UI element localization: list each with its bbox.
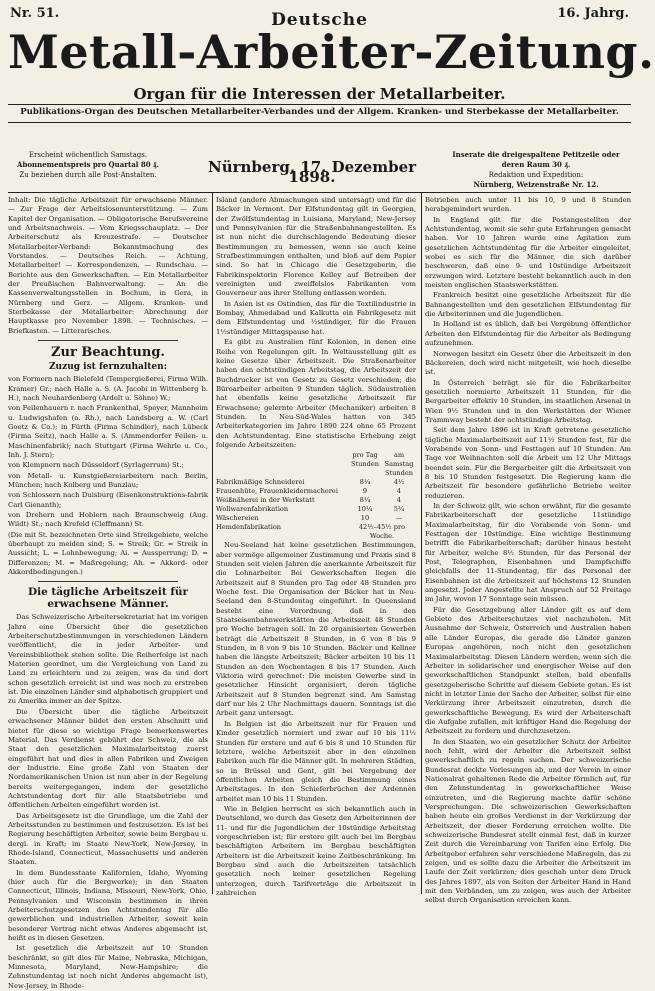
dateline: Nürnberg, 17. Dezember 1898.: [207, 158, 417, 186]
organ-line: Publikations-Organ des Deutschen Metallarbeiter-Verbandes und der Allgem. Kranken- und Sterbekasse der Metallarbeiter.: [20, 107, 619, 117]
table-cell: Weißnäherei in der Werkstatt: [216, 496, 315, 505]
volume-year: 16. Jahrg.: [557, 6, 629, 21]
article-paragraph: Island (andere Abmachungen sind untersagt) und für die Bäcker in Vermont. Der Elfstundentag gilt in Georgien, der Zwölfstundentag in Luisiana, Maryland, New-Jersey und Pennsylvanien für die Straßenbahnangestellten. Es ist nun nicht die durchschlagende Bedeutung dieser Bestimmungen zu bemessen, wenn sie auch keine Strafbestimmungen enthalten, und bloß auf dem Papier sind. So hat in Chicago die Gesetzgeberin, die Fabrikinspektorin Florence Kelley auf Betreiben der vereinigten und zweiffelslos Fabrikanten vom Gouverneur aus ihrer Stellung entlassen worden.: [216, 196, 416, 298]
info-line: Erscheint wöchentlich Samstags.: [28, 151, 148, 159]
article-paragraph: Wie in Belgien herrscht es sich bekanntlich auch in Deutschland, wo durch das Gesetz den Arbeiterinnen der 11- und für die Jugendlichen der 10stündige Arbeitstag vorgeschrieben ist; für erstere gilt auch bei im Bergbau beschäftigten Arbeitern im Bergbau beschäftigten Arbeitern ist die Arbeitszeit keine Zeitbeschränkung. Im Bergbau sind auch die Arbeitszeiten tatsächlich gesetzlich noch keiner gesetzlichen Regelung unterzogen, durch Tarifverträge die Arbeitszeit in zahlreichen: [216, 804, 416, 897]
notice-item: von Metall- u. Kunstgießereiarbeitern nach Berlin, München; nach Kolberg und Bunzlau;: [8, 471, 208, 489]
tagline: Organ für die Interessen der Metallarbeiter.: [133, 85, 506, 103]
divider: [8, 192, 631, 193]
article-paragraph: In der Schweiz gilt, wie schon erwähnt, für die gesamte Fabrikarbeiterschaft der gesetzliche 11stündige Maximalarbeitstag, für die Vorabende von Sonn- und Festtagen der 10stündige. Eine wichtige Bestimmung betrifft die Fabrikarbeiterschaft; darüber hinaus besteht für Arbeiter, welche 8½ Stunden, für das Personal der Post, Telegraphen, Eisenbahnen und Dampfschiffe gleichfalls der 11-Stundentag, für das Personal der Eisenbahnen ist die Arbeitszeit auf höchstens 12 Stunden angesetzt. Jeder Angestellte hat Anspruch auf 52 Freitage im Jahr, wovon 17 Sonntage sein müssen.: [425, 502, 631, 604]
table-cell: 8¼: [359, 478, 371, 487]
subscription-info: [8, 150, 168, 180]
advert-info: [440, 150, 632, 190]
notice-item: von Klempnern nach Düsseldorf (Syrlagerrum) St.;: [8, 461, 184, 470]
contents: Inhalt: Die tägliche Arbeitszeit für erwachsene Männer. — Zur Frage der Arbeitslosenunterstützung. — Zum Kapitel der Organisation. — Obligatorische Berufsvereine und Arbeitsnachweis. — Vom Kriegsschauplatz. — Der Arbeiterschutz als Kreuzestrafe. — Deutscher Metallarbeiter-Verband: Bekanntmachung des Vorstandes. — Deutsches Reich. — Achtung, Metallarbeiter! — Korrespondenzen. — Rundschau. — Berichte aus den Gewerkschaften. — Ein Metallarbeiter der Preußischen Bahnverwaltung. — An die Kassenverwaltungsstellen in Bochum, in Gera, in Nürnberg und Gerz. — Allgem. Kranken- und Sterbekasse der Metallarbeiter: Abrechnung der Hauptkasse pro November 1898. — Technisches. — Briefkasten. — Litterarisches.: [8, 196, 208, 335]
article-paragraph: Frankreich besitzt eine gesetzliche Arbeitszeit für die Bahnangestellten und den gesetzlichen Elfstundentag für die Arbeiterinnen und die Jugendlichen.: [425, 291, 631, 319]
notice-subheading: Zuzug ist fernzuhalten:: [48, 362, 168, 373]
table-row: [216, 523, 416, 541]
table-cell: Wäschereien: [216, 514, 259, 523]
info-line: Nürnberg, Weizenstraße Nr. 12.: [473, 180, 599, 189]
article-paragraph: In Österreich beträgt sie für die Fabrikarbeiter gesetzlich normierte Arbeitszeit 11 Stunden, für die Bergarbeiter effektiv 10 Stunden, im staatlichen Arsenal in Wien 9½ Stunden und in den Werkstätten der Wiener Trammway besteht der achtstündige Arbeitstag.: [425, 378, 631, 424]
column-rule: [212, 192, 213, 894]
notice-heading: Zur Beachtung.: [51, 345, 165, 361]
table-row: [216, 514, 416, 523]
article-paragraph: Das Arbeitsgesetz ist die Grundlage, um die Zahl der Arbeitsstunden zu bestimmen und festzusetzen. Es ist bei Regierung beschäftigten Arbeiter, sowie beim Bergbau u. dergl. in Kraft; im Staate New-York, New-Jersey, in Rhode-Island, Connecticut, Massachusetts und anderen Staaten.: [8, 811, 208, 867]
table-cell: —: [395, 514, 403, 523]
table-header-cell: [216, 451, 348, 478]
table-cell: Frauenhüte, Frauenkleidermacherei: [216, 487, 338, 496]
newspaper-title: Metall-Arbeiter-Zeitung.: [8, 25, 655, 79]
info-line: Redaktion und Expedition:: [488, 171, 584, 179]
article-paragraph: In den Staaten, wo ein gesetzlicher Schutz der Arbeiter noch fehlt, wird der Arbeiter die Arbeitszeit selbst gewerkschaftlich zu regeln suchen. Der schweizerische Bundesrat deckte Vorlesungen ab, und der Verein in einer Nationalrat gehaltenen Rede die Arbeiter förmlich auf, für den Zehnstundentag in gewerkschaftlicher Weise einzutreten, und die Regierung machte dafür schöne Versprechungen. Die schweizerischen Gewerkschaften haben heute ein großes Verdienst in der Verkürzung der Arbeitszeit, der dieser Forderung erreichen wollte. Die schweizerische Bundesrat stellt einmal fest, daß in kurzer Zeit durch die Vereinbarung von Tarifen eine Erfolg. Die Arbeitgeber erfahren sehr verschiedene Maßregeln, das zu zeigen, und es sollte dazu die Arbeiter die Arbeitszeit im Laufe der Zeit verkürzen; dies geschah unter dem Druck des Jahres 1897, als von Seiten der Arbeiter Hand in Hand mit den Verbänden, um zu zeigen, was auch der Arbeiter selbst durch Organisation erreichen kann.: [425, 737, 631, 905]
notice-item: von Drehern und Hoblern nach Braunschweig (Aug. Wildt) St.; nach Krefeld (Cleffmann) St.: [8, 510, 208, 529]
table-cell: 42½–45½ pro Woche.: [358, 523, 406, 541]
table-header-cell: am Samstag Stunden: [384, 451, 414, 478]
table-cell: 4: [396, 496, 402, 505]
table-header-cell: pro Tag Stunden: [350, 451, 380, 469]
article-paragraph: Das Schweizerische Arbeitersekretariat hat im vorigen Jahre eine Übersicht über die gesetzlichen Arbeiterschutzbestimmungen in verschiedenen Ländern veröffentlicht, die in jeder Arbeiter- und Vereinsbibliothek stehen sollte. Die Reiherfolge ist nach Materien geordnet, um die Vergleichung von Land zu Land zu erleichtern und zu zeigen, was da und dort schon gesetzlich erreicht ist und was noch zu erstreben ist. Die einzelnen Länder sind alphabetisch gruppiert und zu Amerika immer an der Spitze.: [8, 613, 208, 706]
article-paragraph: In dem Bundesstaate Kalifornien, Idaho, Wyoming (hier auch für die Bergwerke); in den Staaten Connecticut, Illinois, Indiana, Missouri, New-York, Ohio, Pennsylvanien und Wisconsin bestimmen in ihren Arbeiterschutzgesetzen den Achtstundentag für alle gewerblichen und industriellen Arbeiter, soweit kein besonderer Vertrag nicht etwas Anderes abgemacht ist, heißt es in diesen Gesetzen.: [8, 868, 208, 943]
article-paragraph: In England gilt für die Postangestellten der Achtstundentag, womit sie sehr gute Erfahrungen gemacht haben. Vor 10 Jahren wurde eine Agitation zum gesetzlichen Achtstundentag für die Arbeiter eingeleitet, wobei es sich für die Männer, die sich darüber beschweren, daß eine 9- und 10stündige Arbeitszeit erzwungen wird. Letztere besteht bekanntlich auch in den meisten englischen Staatswerkstätten.: [425, 215, 631, 290]
article-paragraph: Die Übersicht über die tägliche Arbeitszeit erwachsener Männer bildet den ersten Abschnitt und bietet für diese so wichtige Frage bemerkenswertes Material. Das Verdienst gebührt der Schweiz, die als Staat den gesetzlichen Maximalarbeitstag zuerst eingeführt hat und dies in allen Fabriken und Zweigen der Industrie. Eine große Zahl von Staaten der Nordamerikanischen Union ist nun aber in der Regelung bereits weitergegangen, indem der gesetzliche Achtstundentag dort für alle Staatsbetriebe und öffentlichen Arbeiten eingeführt worden ist.: [8, 707, 208, 810]
table-header-row: [216, 451, 416, 478]
article-paragraph: In Holland ist es üblich, daß bei Vergebung öffentlicher Arbeiten den Elfstundentag für die Arbeiter als Bedingung aufzunehmen.: [425, 320, 631, 348]
table-cell: Wollwarenfabrikation: [216, 505, 289, 514]
column-1: [8, 196, 208, 990]
divider: [8, 122, 631, 123]
column-3: [425, 196, 631, 905]
article-paragraph: Ist gesetzlich die Arbeitszeit auf 10 Stunden beschränkt, so gilt dies für Maine, Nebraska, Michigan, Minnesota, Maryland, New-Hampshire; die Zehnstundentag ist noch nicht Anderes abgemacht ist), New-Jersey, in Rhode-: [8, 944, 208, 990]
separator: [38, 340, 178, 341]
notice-item: von Schlossern nach Duisburg (Eisenkonstruktions-fabrik Carl Gienanth);: [8, 491, 208, 509]
table-cell: 5¾: [393, 505, 405, 514]
table-cell: 10¼: [357, 505, 373, 514]
notice-item: von Feilenhauern r. nach Frankenthal, Speyer, Mannheim u. Ludwigshafen (a. Rh.), nach Landsberg a. W. (Carl Goetz & Co.); in Fürth (Firma Schindler), nach Lübeck (Firma Seitz), nach Halle a. S. (Ammendorfer Feilen- u. Maschinenfabrik); nach Stuttgart (Firma Wehrle u. Co., Inh. J. Stern);: [8, 404, 208, 459]
article-paragraph: Norwegen besitzt ein Gesetz über die Arbeitszeit in den Bäckereien, doch wird nicht mitgeteilt, wie hoch dieselbe ist.: [425, 349, 631, 377]
table-row: [216, 487, 416, 496]
table-cell: Hemdenfabrikation: [216, 523, 282, 532]
info-line: Zu beziehen durch alle Post-Anstalten.: [19, 171, 157, 179]
article-paragraph: In Asien ist es Ostindien, das für die Textilindustrie in Bombay, Ahmedabad und Kalkutta ein Fabrikgesetz mit dem Elfstundentag und ½stündiger, für die Frauen 1½stündiger Mittagspause hat.: [216, 299, 416, 336]
article-paragraph: Seit dem Jahre 1896 ist in Kraft getretene gesetzliche tägliche Maximalarbeitszeit auf 11½ Stunden fest, für die Vorabende von Sonn- und Festtagen auf 10 Stunden. Am Tage vor Weihnachten soll die Arbeit um 12 Uhr Mittags beendet sein. Für die Bergarbeiter gilt die Arbeitszeit von 8 bis 10 Stunden festgesetzt. Die Regierung kann die Arbeitszeit für besondere gefährliche Betriebe weiter reduzieren.: [425, 426, 631, 500]
info-row: [8, 150, 631, 192]
article-paragraph: Neu-Seeland hat keine gesetzlichen Bestimmungen, aber vermöge allgemeiner Zustimmung und Praxis sind 8 Stunden seit vielen Jahren die anerkannte Arbeitszeit für die Lohnarbeiter. Bei Gewerkschaften liegen die Arbeitszeit auf 8 Stunden pro Tag oder 48 Stunden pro Woche fest. Die Organisation der Bäcker hat in Neu-Seeland den 8-Stundentag eingeführt. In Queensland besteht eine Verordnung, daß in den Staatseisenbahnwerkstätten die Arbeitszeit 48 Stunden pro Woche betragen soll. In 20 organisierten Gewerben beträgt die Arbeitszeit 8 Stunden, in 6 von 8 bis 9 Stunden, in 8 von 9 bis 10 Stunden. Bäcker und Kellner haben die längste Arbeitszeit; Bäcker arbeiten 10 bis 11 Stunden an den Wochentagen 8 bis 17 Stunden. Auch Viktoria wird gerechnet: Die meisten Gewerbe sind in gesetzlicher Hinsicht organisiert, deren tägliche Arbeitszeit auf 8 Stunden begrenzt sind. Am Samstag darf nur bis 2 Uhr Nachmittags dauern. Sonntags ist die Arbeit ganz untersagt.: [216, 541, 416, 718]
article-paragraph: In Belgien ist die Arbeitszeit nur für Frauen und Kinder gesetzlich normiert und zwar auf 10 bis 11½ Stunden für erstere und auf 6 bis 8 und 10 Stunden für letztere, welche Arbeitszeit aber in den einzelnen Fabriken auch für die Männer gilt. In mehreren Städten, so in Brüssel und Gent, gilt bei Vergebung der öffentlichen Arbeiten gleich die Bestimmung eines Arbeitstages. In den Schieferbrüchen der Ardennen arbeitet man 10 bis 11 Stunden.: [216, 719, 416, 803]
table-cell: 8¼: [359, 496, 371, 505]
table-cell: 9: [362, 487, 368, 496]
notice-legend: (Die mit St. bezeichneten Orte sind Streikgebiete, welche überhaupt zu meiden sind; S. = Streik; Gr. = Streik in Aussicht; L. = Lohnbewegung; Ai. = Aussperrung; D. = Differenzen; M. = Maßregelung; Ah. = Akkord- oder Akkordbedingungen.): [8, 530, 208, 577]
article-paragraph: Betrieben auch unter 11 bis 10, 9 und 8 Stunden herabgemindert wurden.: [425, 196, 631, 214]
table-row: [216, 496, 416, 505]
table-row: [216, 505, 416, 514]
article-title: Die tägliche Arbeitszeit für erwachsene Männer.: [27, 586, 189, 611]
working-hours-table: [216, 451, 416, 541]
notice-item: von Formern nach Bielefeld (Tempergießerei, Firma Wilh. Kramer) Gr.; nach Halle a. S. (A. Jacobi in Wittenberg b. H.), nach Neuhardenberg (Ardelt u. Söhne) W.;: [8, 375, 208, 402]
article-paragraph: Es gibt zu Australien fünf Kolonien, in denen eine Reihe von Regelungen gilt. In Weltausstellung gilt es keine Gesetze über Arbeitszeit. Die Straßenarbeiter haben den achtstündigen Arbeitstag, die Arbeitszeit der Buchdrucker ist von Gesetz zu Gesetz verschieden; die Büroarbeiter arbeiten 9 Stunden täglich. Südaustralien hat ebenfalls keine gesetzliche Arbeitszeit für Erwachsene; gelernte Arbeiter (Mechaniker) arbeiten 8 Stunden. In Neu-Süd-Wales hatten von 345 Arbeiterkategorien im Jahre 1890 224 ohne 65 Prozent den Achtstundentag. Eine statistische Erhebung zeigt folgende Arbeitszeiten:: [216, 338, 416, 449]
info-line: Abonnementspreis pro Quartal 80 ₰.: [17, 160, 159, 169]
table-cell: 4: [396, 487, 402, 496]
separator: [38, 581, 178, 582]
info-line: Inserate die dreigespaltene Petitzeile oder deren Raum 30 ₰.: [452, 150, 620, 169]
issue-number: Nr. 51.: [10, 6, 60, 21]
column-2: [216, 196, 416, 897]
divider: [8, 104, 631, 105]
column-rule: [421, 192, 422, 894]
table-row: [216, 478, 416, 487]
article-paragraph: Für die Gesetzgebung aller Länder gilt es auf dem Gebiete des Arbeiterschutzes viel nachzuholen. Mit Ausnahme der Schweiz, Österreich und Australien haben alle Länder Europas, die gerade die Länder ganzen Europas angehören, noch nicht den gesetzlichen Maximalarbeitstag. Diesen Ländern werden, wenn sich die Arbeiter in solidarischer und energischer Weise auf den gewerkschaftlichen Standpunkt stellen, bald ebenfalls gesetzgeberische Schritte auf diesem Gebiete getan. Es ist nicht in letzter Linie der Sache der Arbeiter, selbst für eine Verkürzung ihrer Arbeitszeit einzutreten, durch die gewerkschaftliche Bewegung. Es wird der Arbeiterschaft die Aufgabe zufallen, mit kräftiger Hand die Regelung der Arbeitszeit zu fordern und durchzusetzen.: [425, 605, 631, 736]
masthead-topbar: [10, 6, 629, 30]
title-top: Deutsche: [271, 10, 368, 30]
table-cell: 10: [360, 514, 370, 523]
table-cell: Fabrikmäßige Schneiderei: [216, 478, 305, 487]
table-cell: 4½: [393, 478, 405, 487]
